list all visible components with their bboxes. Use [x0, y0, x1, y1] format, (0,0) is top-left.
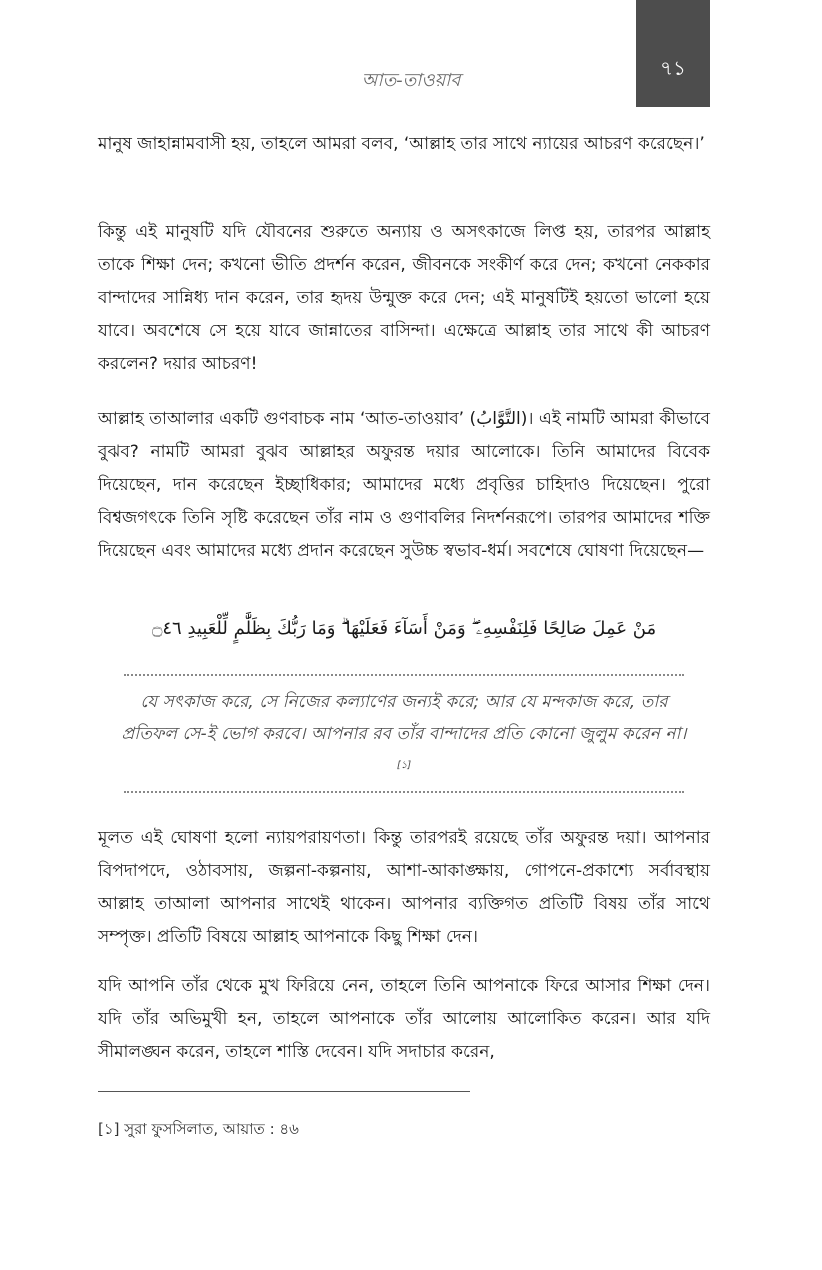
paragraph-2-block [98, 216, 710, 381]
paragraph-4-block [98, 822, 710, 954]
quote-divider-top [124, 674, 684, 676]
paragraph-3-block [98, 403, 710, 568]
paragraph-5-block [98, 970, 710, 1069]
paragraph-2: কিন্তু এই মানুষটি যদি যৌবনের শুরুতে অন্যায় ও অসৎকাজে লিপ্ত হয়, তারপর আল্লাহ তাকে শিক্ষা দেন; কখনো ভীতি প্রদর্শন করেন, জীবনকে সংকীর্ণ করে দেন; কখনো নেককার বান্দাদের সান্নিধ্য দান করেন, তার হৃদয় উন্মুক্ত করে দেন; এই মানুষটিই হয়তো ভালো হয়ে যাবে। অবশেষে সে হয়ে যাবে জান্নাতের বাসিন্দা। এক্ষেত্রে আল্লাহ তার সাথে কী আচরণ করলেন? দয়ার আচরণ! [98, 222, 710, 374]
page-number-tab [636, 0, 710, 107]
verse-translation-text: যে সৎকাজ করে, সে নিজের কল্যাণের জন্যই করে; আর যে মন্দকাজ করে, তার প্রতিফল সে-ই ভোগ করবে। আপনার রব তাঁর বান্দাদের প্রতি কোনো জুলুম করেন না। [121, 692, 687, 744]
paragraph-5: যদি আপনি তাঁর থেকে মুখ ফিরিয়ে নেন, তাহলে তিনি আপনাকে ফিরে আসার শিক্ষা দেন। যদি তাঁর অভিমুখী হন, তাহলে আপনাকে তাঁর আলোয় আলোকিত করেন। আর যদি সীমালঙ্ঘন করেন, তাহলে শাস্তি দেবেন। যদি সদাচার করেন, [98, 976, 710, 1062]
page-number: ৭১ [660, 56, 686, 80]
footnote-rule [98, 1091, 470, 1092]
verse-translation [118, 686, 690, 786]
quote-divider-bottom [124, 791, 684, 793]
quran-verse-arabic: مَنْ عَمِلَ صَالِحًا فَلِنَفْسِهِۦ ۖ وَمَنْ أَسَآءَ فَعَلَيْهَا ۗ وَمَا رَبُّكَ بِظَلَّٰمٍ لِّلْعَبِيدِ ۝٤٦ [151, 618, 657, 639]
paragraph-1-block [98, 128, 710, 161]
footnote-text: [১] সুরা ফুসসিলাত, আয়াত : ৪৬ [98, 1120, 299, 1138]
running-header-title: আত-তাওয়াব [361, 70, 461, 91]
paragraph-3: আল্লাহ তাআলার একটি গুণবাচক নাম ‘আত-তাওয়াব’ (التَّوَّابُ)। এই নামটি আমরা কীভাবে বুঝব? নামটি আমরা বুঝব আল্লাহর অফুরন্ত দয়ার আলোকে। তিনি আমাদের বিবেক দিয়েছেন, দান করেছেন ইচ্ছাধিকার; আমাদের মধ্যে প্রবৃত্তির চাহিদাও দিয়েছেন। পুরো বিশ্বজগৎকে তিনি সৃষ্টি করেছেন তাঁর নাম ও গুণাবলির নিদর্শনরূপে। তারপর আমাদের শক্তি দিয়েছেন এবং আমাদের মধ্যে প্রদান করেছেন সুউচ্চ স্বভাব-ধর্ম। সবশেষে ঘোষণা দিয়েছেন— [98, 409, 710, 561]
footnote-marker[interactable]: [১] [396, 760, 412, 771]
paragraph-4: মূলত এই ঘোষণা হলো ন্যায়পরায়ণতা। কিন্তু তারপরই রয়েছে তাঁর অফুরন্ত দয়া। আপনার বিপদাপদে, ওঠাবসায়, জল্পনা-কল্পনায়, আশা-আকাঙ্ক্ষায়, গোপনে-প্রকাশ্যে সর্বাবস্থায় আল্লাহ তাআলা আপনার সাথেই থাকেন। আপনার ব্যক্তিগত প্রতিটি বিষয় তাঁর সাথে সম্পৃক্ত। প্রতিটি বিষয়ে আল্লাহ আপনাকে কিছু শিক্ষা দেন। [98, 828, 710, 947]
paragraph-1: মানুষ জাহান্নামবাসী হয়, তাহলে আমরা বলব, ‘আল্লাহ তার সাথে ন্যায়ের আচরণ করেছেন।’ [98, 134, 705, 154]
